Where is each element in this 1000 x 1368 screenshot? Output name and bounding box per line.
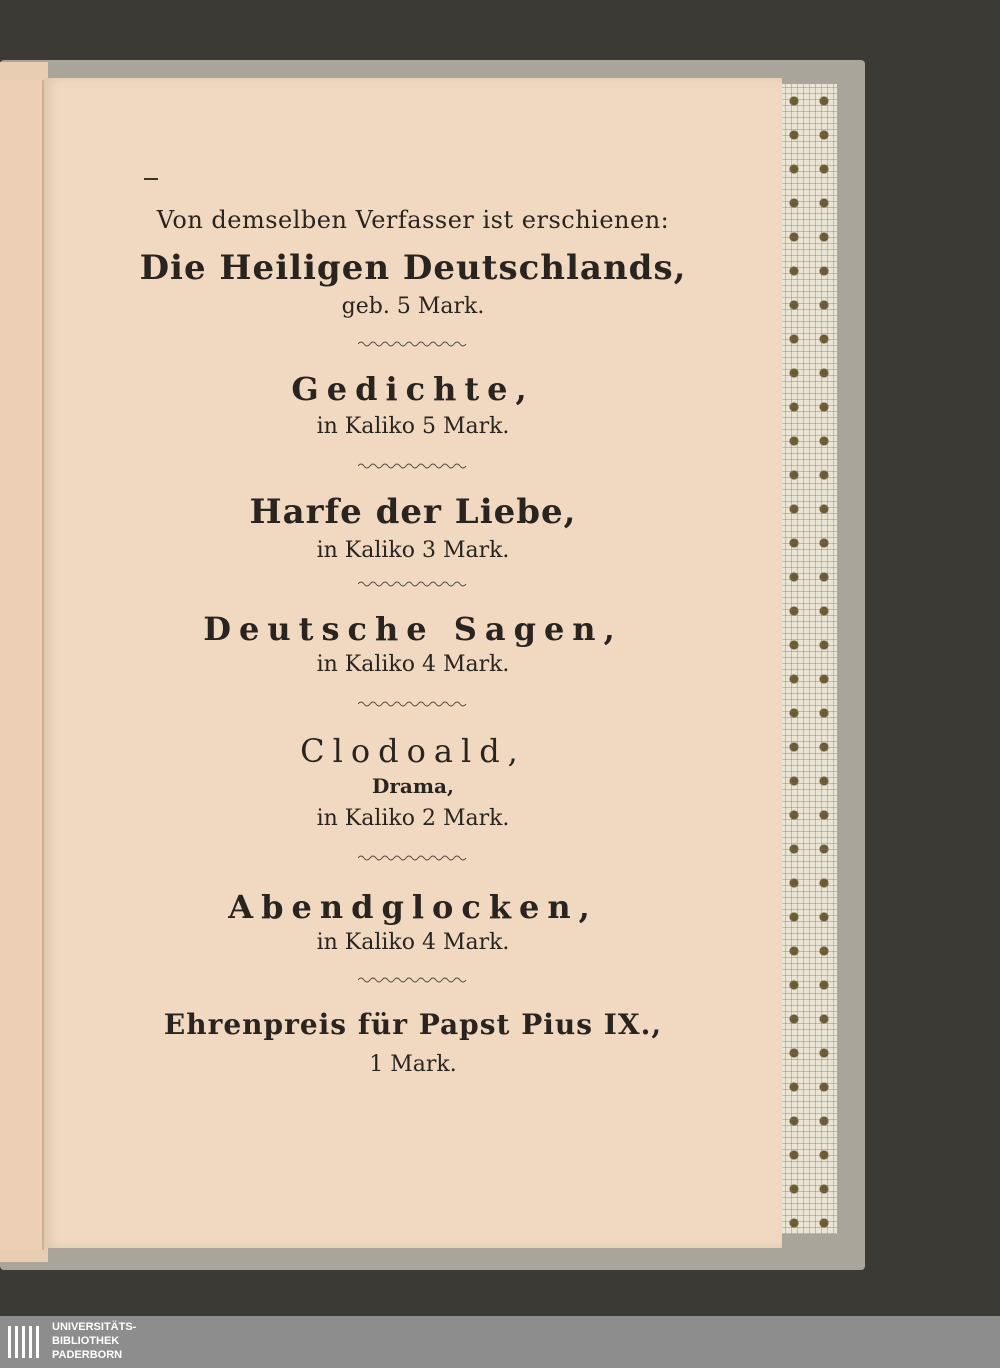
library-name	[52, 1320, 136, 1362]
entry-title: Abendglocken,	[228, 888, 598, 926]
decorated-page-edges	[778, 84, 837, 1234]
entry-subtitle: Drama,	[372, 774, 454, 798]
wavy-divider	[358, 340, 468, 348]
wavy-divider	[358, 580, 468, 588]
library-name-line: BIBLIOTHEK	[52, 1335, 120, 1347]
entry-title: Deutsche Sagen,	[203, 610, 623, 648]
entry-price: in Kaliko 2 Mark.	[316, 806, 510, 831]
entry-title: Die Heiligen Deutschlands,	[139, 248, 687, 288]
entry-price: in Kaliko 4 Mark.	[316, 652, 510, 677]
entry-price: in Kaliko 5 Mark.	[316, 414, 510, 439]
wavy-divider	[358, 462, 468, 470]
library-footer	[0, 1316, 1000, 1368]
advertisement-text	[44, 78, 782, 1248]
wavy-divider	[358, 976, 468, 984]
entry-price: 1 Mark.	[369, 1052, 457, 1077]
wavy-divider	[358, 700, 468, 708]
library-name-line: PADERBORN	[52, 1349, 123, 1361]
wavy-divider	[358, 854, 468, 862]
entry-title: Clodoald,	[300, 732, 526, 770]
intro-line: Von demselben Verfasser ist erschienen:	[156, 206, 670, 234]
entry-price: in Kaliko 4 Mark.	[316, 930, 510, 955]
entry-price: in Kaliko 3 Mark.	[316, 538, 510, 563]
ink-mark	[144, 178, 158, 180]
book-page	[44, 78, 782, 1248]
entry-title: Ehrenpreis für Papst Pius IX.,	[163, 1008, 663, 1041]
library-name-line: UNIVERSITÄTS-	[52, 1321, 137, 1333]
entry-title: Harfe der Liebe,	[249, 492, 577, 532]
library-logo-icon	[6, 1322, 46, 1362]
entry-price: geb. 5 Mark.	[341, 294, 485, 319]
left-page-edge	[0, 80, 44, 1250]
entry-title: Gedichte,	[291, 370, 535, 408]
